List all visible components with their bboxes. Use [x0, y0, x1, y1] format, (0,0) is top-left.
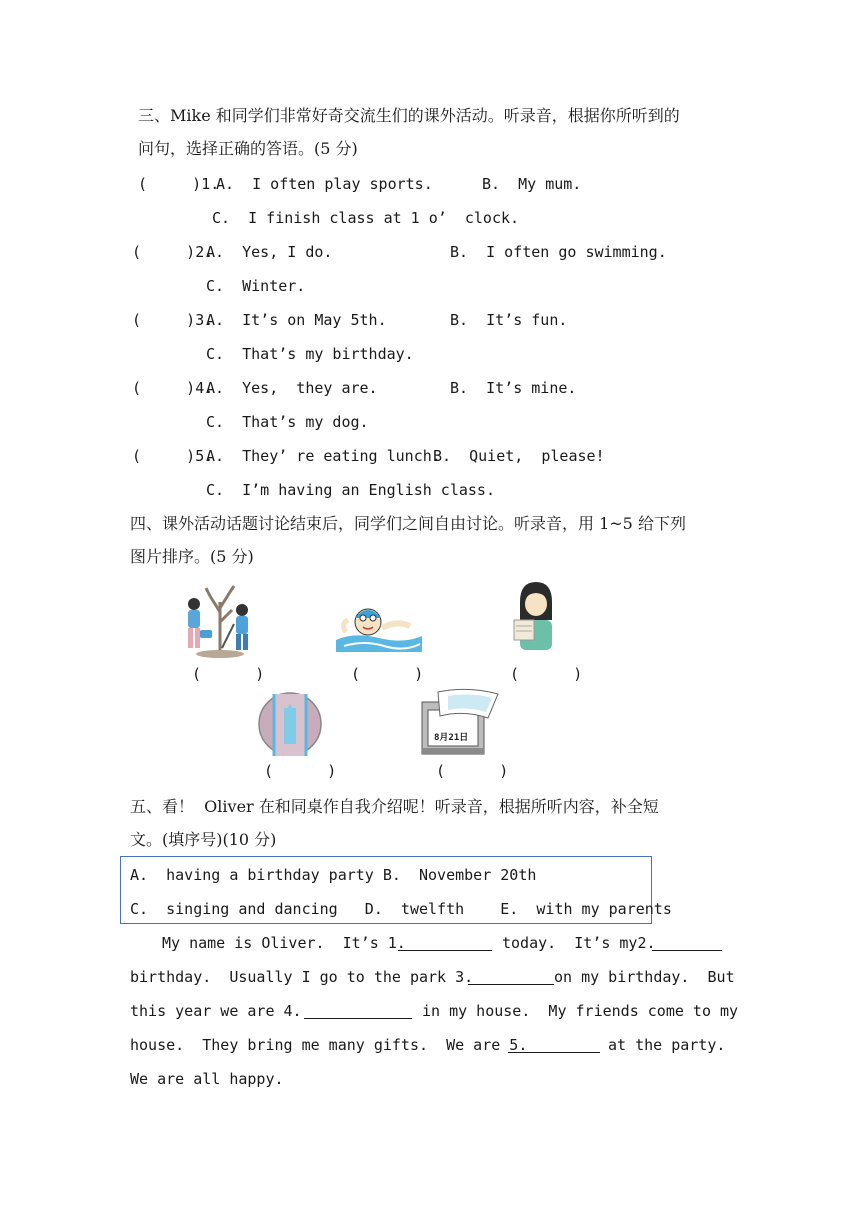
passage-line1-start: My name is Oliver. It’s 1. — [162, 934, 406, 952]
passage-line2-start: birthday. Usually I go to the park 3. — [130, 968, 474, 986]
q5-option-c: C. I’m having an English class. — [206, 481, 495, 499]
section3-heading-line1: 三、Mike 和同学们非常好奇交流生们的课外活动。听录音，根据你所听到的 — [138, 106, 680, 125]
q5-option-b: B. Quiet, please! — [433, 447, 605, 465]
planting-trees-image — [176, 582, 264, 658]
swimming-image — [334, 596, 424, 656]
section4-heading-line2: 图片排序。(5 分) — [130, 547, 254, 566]
q3-option-a: A. It’s on May 5th. — [206, 311, 387, 329]
section5-heading-line2: 文。(填序号)(10 分) — [130, 830, 277, 849]
q1-option-b: B. My mum. — [482, 175, 582, 193]
q4-option-c: C. That’s my dog. — [206, 413, 369, 431]
door-image — [258, 690, 322, 758]
section3-heading-line2: 问句，选择正确的答语。(5 分) — [138, 139, 358, 158]
q1-option-a: A. I often play sports. — [216, 175, 433, 193]
blank-1[interactable] — [398, 936, 492, 951]
q2-number: ( )2. — [132, 243, 214, 261]
passage-line2-end: on my birthday. But — [554, 968, 735, 986]
q3-number: ( )3. — [132, 311, 214, 329]
word-bank-line2: C. singing and dancing D. twelfth E. with my parents — [130, 900, 672, 918]
q3-option-b: B. It’s fun. — [450, 311, 568, 329]
section5-heading-line1: 五、看！ Oliver 在和同桌作自我介绍呢！听录音，根据所听内容，补全短 — [130, 797, 659, 816]
section4-heading-line1: 四、课外活动话题讨论结束后，同学们之间自由讨论。听录音，用 1~5 给下列 — [130, 514, 686, 533]
calendar-date-text: 8月21日 — [434, 733, 469, 743]
blank-4[interactable] — [304, 1004, 412, 1019]
q2-option-a: A. Yes, I do. — [206, 243, 333, 261]
passage-line3-end: in my house. My friends come to my — [422, 1002, 739, 1020]
q2-option-b: B. I often go swimming. — [450, 243, 667, 261]
picture2-answer-parens: ( ) — [351, 665, 424, 683]
word-bank-line1: A. having a birthday party B. November 20th — [130, 866, 537, 884]
blank-5[interactable] — [508, 1038, 600, 1053]
q1-option-c: C. I finish class at 1 o’ clock. — [212, 209, 520, 227]
q4-option-a: A. Yes, they are. — [206, 379, 378, 397]
q1-number: ( )1. — [138, 175, 220, 193]
picture3-answer-parens: ( ) — [510, 665, 583, 683]
q3-option-c: C. That’s my birthday. — [206, 345, 414, 363]
blank-3[interactable] — [468, 970, 554, 985]
passage-line5: We are all happy. — [130, 1070, 284, 1088]
picture5-answer-parens: ( ) — [436, 762, 509, 780]
blank-2[interactable] — [652, 936, 722, 951]
passage-line4-start: house. They bring me many gifts. We are 5. — [130, 1036, 528, 1054]
picture4-answer-parens: ( ) — [264, 762, 337, 780]
passage-line4-end: at the party. — [608, 1036, 726, 1054]
passage-line3-start: this year we are 4. — [130, 1002, 302, 1020]
q4-number: ( )4. — [132, 379, 214, 397]
reading-image — [508, 580, 564, 656]
q5-number: ( )5. — [132, 447, 214, 465]
q2-option-c: C. Winter. — [206, 277, 306, 295]
picture1-answer-parens: ( ) — [192, 665, 265, 683]
q4-option-b: B. It’s mine. — [450, 379, 577, 397]
q5-option-a: A. They’ re eating lunch. — [206, 447, 441, 465]
passage-line1-end: today. It’s my2. — [502, 934, 656, 952]
